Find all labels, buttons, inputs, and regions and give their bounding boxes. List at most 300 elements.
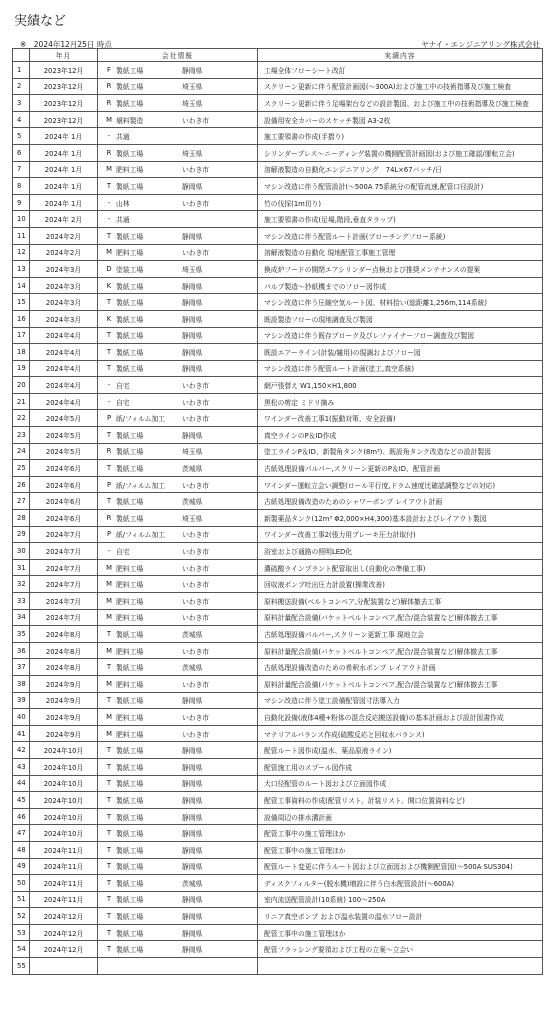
row-work-description: 換成炉フードの開閉エアシリンダー点検および推奨メンテナンスの提案 (258, 261, 543, 278)
header-date: 年月 (30, 49, 98, 62)
row-date: 2024年7月 (30, 559, 98, 576)
company-code: R (106, 513, 112, 522)
company-location: いわき市 (182, 382, 210, 391)
company-code: T (106, 629, 112, 638)
company-code: - (107, 215, 111, 224)
company-code: R (106, 447, 112, 456)
company-code: D (106, 264, 112, 273)
table-row (13, 377, 543, 394)
row-work-description: 真空ラインのP＆ID作成 (258, 427, 543, 444)
company-code: M (106, 115, 112, 124)
company-location: 静岡県 (182, 830, 203, 839)
row-date: 2024年11月 (30, 891, 98, 908)
row-company (98, 808, 258, 825)
table-row (13, 310, 543, 327)
row-work-description: 古紙処理設備パルパー,スクリーン更新工事 現地立会 (258, 626, 543, 643)
table-row (13, 875, 543, 892)
company-location: 茨城県 (182, 465, 203, 474)
row-work-description: シリンダープレス～ニーディング装置の機側配管計画図(および施工確認/運転立会) (258, 144, 543, 161)
company-location: 静岡県 (182, 863, 203, 872)
row-work-description: 濃硫酸ラインプラント配管取出し(自動化の準備工事) (258, 559, 543, 576)
header-no (13, 49, 30, 62)
row-work-description: 配管フラッシング要領および工程の立案～立会い (258, 941, 543, 958)
company-location: 静岡県 (182, 282, 203, 291)
row-company (98, 410, 258, 427)
company-code: T (106, 762, 112, 771)
row-company (98, 642, 258, 659)
row-date: 2023年12月 (30, 78, 98, 95)
company-code: K (106, 314, 112, 323)
company-code: T (106, 945, 112, 954)
company-type: 製紙工場 (116, 299, 144, 308)
company-code: T (106, 795, 112, 804)
company-code: M (106, 613, 112, 622)
table-row (13, 858, 543, 875)
row-company (98, 95, 258, 112)
row-number: 49 (13, 858, 30, 875)
row-number: 37 (13, 659, 30, 676)
row-date: 2024年4月 (30, 327, 98, 344)
row-number: 51 (13, 891, 30, 908)
row-number: 28 (13, 510, 30, 527)
row-number: 24 (13, 443, 30, 460)
company-type: 製紙工場 (116, 99, 144, 108)
row-date (30, 958, 98, 975)
row-number: 20 (13, 377, 30, 394)
row-date: 2024年5月 (30, 410, 98, 427)
company-type: 製紙工場 (116, 664, 144, 673)
row-number: 21 (13, 393, 30, 410)
company-location: 静岡県 (182, 66, 203, 75)
company-type: 製紙工場 (116, 83, 144, 92)
company-location: いわき市 (182, 415, 210, 424)
row-work-description: 黒松の剪定 ミドリ摘み (258, 393, 543, 410)
row-number: 7 (13, 161, 30, 178)
row-company (98, 775, 258, 792)
row-work-description (258, 958, 543, 975)
company-type: 製紙工場 (116, 896, 144, 905)
row-number: 4 (13, 111, 30, 128)
row-date: 2023年12月 (30, 111, 98, 128)
row-company (98, 493, 258, 510)
row-date: 2024年10月 (30, 792, 98, 809)
company-type: 製紙工場 (116, 448, 144, 457)
table-row (13, 410, 543, 427)
company-location: いわき市 (182, 647, 210, 656)
row-date: 2024年10月 (30, 825, 98, 842)
row-company (98, 427, 258, 444)
row-date: 2024年2月 (30, 244, 98, 261)
company-location: 埼玉県 (182, 514, 203, 523)
row-date: 2024年3月 (30, 294, 98, 311)
row-date: 2023年12月 (30, 95, 98, 112)
company-type: 自宅 (116, 382, 130, 391)
table-header-row (13, 49, 543, 62)
row-company (98, 924, 258, 941)
company-code: T (106, 812, 112, 821)
table-row (13, 808, 543, 825)
row-number: 23 (13, 427, 30, 444)
table-row (13, 891, 543, 908)
company-code: T (106, 181, 112, 190)
company-type: 紙/フィルム加工 (116, 415, 166, 424)
row-work-description: マテリアルバランス作成(硫酸反応と回収水バランス) (258, 725, 543, 742)
company-code: - (107, 132, 111, 141)
company-location: 静岡県 (182, 697, 203, 706)
company-type: 肥料工場 (116, 564, 144, 573)
company-location: 静岡県 (182, 431, 203, 440)
row-work-description: 回収液ポンプ吐出圧力計設置(操業改善) (258, 576, 543, 593)
row-number: 13 (13, 261, 30, 278)
row-date: 2024年 1月 (30, 178, 98, 195)
company-type: 塡料製造 (116, 116, 144, 125)
row-work-description: 配管ルート図作成(温水、薬品原液ライン) (258, 742, 543, 759)
company-code: F (107, 65, 111, 74)
company-code: T (106, 829, 112, 838)
row-number: 31 (13, 559, 30, 576)
row-date: 2024年9月 (30, 725, 98, 742)
row-date: 2023年12月 (30, 62, 98, 79)
row-work-description: 配管工事中の施工管理ほか (258, 825, 543, 842)
table-row (13, 642, 543, 659)
row-date: 2024年8月 (30, 642, 98, 659)
company-location: 静岡県 (182, 896, 203, 905)
company-type: 肥料工場 (116, 647, 144, 656)
row-date: 2024年 1月 (30, 194, 98, 211)
row-date: 2024年3月 (30, 261, 98, 278)
row-number: 25 (13, 460, 30, 477)
row-work-description: マシン改造に伴う塗工設備配管図寸法導入力 (258, 692, 543, 709)
row-number: 17 (13, 327, 30, 344)
company-location: 静岡県 (182, 813, 203, 822)
row-number: 36 (13, 642, 30, 659)
table-row (13, 460, 543, 477)
company-location: 静岡県 (182, 763, 203, 772)
row-number: 54 (13, 941, 30, 958)
table-body (13, 62, 543, 975)
row-work-description: リニア真空ポンプ および温水装置の温水フロー設計 (258, 908, 543, 925)
company-type: 肥料工場 (116, 680, 144, 689)
row-company (98, 128, 258, 145)
row-company (98, 659, 258, 676)
row-company (98, 626, 258, 643)
row-number: 30 (13, 543, 30, 560)
row-work-description: 室内流送配管設計(10系統) 100～250A (258, 891, 543, 908)
row-work-description: 溶解液製造の自動化 現地配管工事施工管理 (258, 244, 543, 261)
company-location: 静岡県 (182, 332, 203, 341)
company-code: P (106, 414, 112, 423)
company-location: 茨城県 (182, 879, 203, 888)
table-row (13, 510, 543, 527)
row-work-description: 配管施工用のスプール図作成 (258, 758, 543, 775)
row-number: 10 (13, 211, 30, 228)
row-date: 2024年10月 (30, 808, 98, 825)
company-location: いわき市 (182, 199, 210, 208)
company-location: 静岡県 (182, 946, 203, 955)
table-row (13, 725, 543, 742)
company-location: 埼玉県 (182, 448, 203, 457)
header-work: 実績内容 (258, 49, 543, 62)
table-row (13, 675, 543, 692)
row-work-description: マシン改造に伴う圧縮空気ルート図、材料拾い(総距離1,256m,114系統) (258, 294, 543, 311)
row-number: 45 (13, 792, 30, 809)
company-name: ヤナイ・エンジニアリング株式会社 (421, 40, 540, 49)
row-company (98, 277, 258, 294)
row-date: 2024年3月 (30, 277, 98, 294)
row-work-description: マシン改造に伴う配管ルート計画(塗工,真空系統) (258, 360, 543, 377)
company-type: 製紙工場 (116, 763, 144, 772)
company-code: R (106, 148, 112, 157)
as-of-date-note: ※ 2024年12月25日 時点 (20, 40, 112, 49)
row-work-description: マシン改造に伴う既存ブローク及びレファイナーフロー調査及び製図 (258, 327, 543, 344)
company-location: 静岡県 (182, 929, 203, 938)
row-date: 2024年4月 (30, 377, 98, 394)
table-row (13, 543, 543, 560)
row-company (98, 709, 258, 726)
row-work-description: 新製薬品タンク(12m³ Φ2,000×H4,300)基本設計およびレイアウト製図 (258, 510, 543, 527)
table-row (13, 792, 543, 809)
company-code: T (106, 779, 112, 788)
table-row (13, 144, 543, 161)
row-date: 2024年5月 (30, 427, 98, 444)
company-location: 埼玉県 (182, 265, 203, 274)
company-code: T (106, 347, 112, 356)
row-number: 35 (13, 626, 30, 643)
company-location: いわき市 (182, 249, 210, 258)
row-company (98, 825, 258, 842)
company-location: 静岡県 (182, 780, 203, 789)
table-row (13, 62, 543, 79)
company-type: 製紙工場 (116, 282, 144, 291)
row-work-description: 設備周辺の排水溝計画 (258, 808, 543, 825)
row-date: 2024年7月 (30, 576, 98, 593)
row-work-description: 既設エアーライン(計装/雑用)の現調およびフロー図 (258, 344, 543, 361)
company-location: いわき市 (182, 581, 210, 590)
row-company (98, 261, 258, 278)
table-row (13, 609, 543, 626)
company-location: いわき市 (182, 116, 210, 125)
row-date: 2024年2月 (30, 227, 98, 244)
company-type: 共通 (116, 133, 130, 142)
row-company (98, 327, 258, 344)
company-code: T (106, 895, 112, 904)
company-code: T (106, 912, 112, 921)
company-location: 静岡県 (182, 796, 203, 805)
company-location: 静岡県 (182, 299, 203, 308)
row-date: 2024年9月 (30, 709, 98, 726)
table-row (13, 227, 543, 244)
table-row (13, 924, 543, 941)
row-work-description: マシン改造に伴う配管設計(～500A 75系統分の配管流速,配管口径設計) (258, 178, 543, 195)
row-company (98, 958, 258, 975)
row-company (98, 443, 258, 460)
row-company (98, 144, 258, 161)
company-type: 製紙工場 (116, 66, 144, 75)
row-company (98, 344, 258, 361)
company-type: 製紙工場 (116, 232, 144, 241)
company-location: いわき市 (182, 713, 210, 722)
row-date: 2024年8月 (30, 626, 98, 643)
row-date: 2024年12月 (30, 924, 98, 941)
row-company (98, 725, 258, 742)
company-code: R (106, 98, 112, 107)
row-company (98, 476, 258, 493)
company-type: 製紙工場 (116, 630, 144, 639)
company-type: 製紙工場 (116, 348, 144, 357)
company-code: M (106, 563, 112, 572)
company-code: T (106, 464, 112, 473)
row-number: 1 (13, 62, 30, 79)
company-location: いわき市 (182, 166, 210, 175)
row-number: 29 (13, 526, 30, 543)
row-company (98, 62, 258, 79)
company-location: いわき市 (182, 531, 210, 540)
company-code: M (106, 646, 112, 655)
company-type: 製紙工場 (116, 780, 144, 789)
table-row (13, 261, 543, 278)
row-date: 2024年8月 (30, 659, 98, 676)
row-date: 2024年4月 (30, 360, 98, 377)
row-company (98, 742, 258, 759)
row-company (98, 858, 258, 875)
company-location: いわき市 (182, 614, 210, 623)
company-type: 自宅 (116, 398, 130, 407)
row-number: 6 (13, 144, 30, 161)
company-location: 埼玉県 (182, 99, 203, 108)
row-work-description: 工場全体フローシート改訂 (258, 62, 543, 79)
row-work-description: 古紙処理設備パルパー,スクリーン更新のP＆ID、配管計画 (258, 460, 543, 477)
table-row (13, 526, 543, 543)
company-code: P (106, 480, 112, 489)
table-row (13, 194, 543, 211)
row-number: 50 (13, 875, 30, 892)
row-work-description: 既設製造フローの現地調査及び製図 (258, 310, 543, 327)
row-company (98, 161, 258, 178)
table-row (13, 775, 543, 792)
table-row (13, 277, 543, 294)
company-location: いわき市 (182, 548, 210, 557)
row-number: 5 (13, 128, 30, 145)
company-type: 肥料工場 (116, 713, 144, 722)
row-number: 3 (13, 95, 30, 112)
company-code: M (106, 729, 112, 738)
row-date: 2024年7月 (30, 526, 98, 543)
company-type: 製紙工場 (116, 929, 144, 938)
company-type: 製紙工場 (116, 697, 144, 706)
row-work-description: マシン改造に伴う配管ルート計画(ブローチングフロー系統) (258, 227, 543, 244)
row-company (98, 211, 258, 228)
row-work-description: 塗工ラインP＆ID、新製角タンク(8m³)、既設角タンク改造などの設計製図 (258, 443, 543, 460)
company-code: T (106, 928, 112, 937)
row-date: 2024年 1月 (30, 144, 98, 161)
company-type: 製紙工場 (116, 498, 144, 507)
row-company (98, 194, 258, 211)
row-number: 22 (13, 410, 30, 427)
row-work-description: 自動化設備(液体4種+粉体の混合反応搬送設備)の基本計画および設計図書作成 (258, 709, 543, 726)
row-work-description: 古紙処理設備改造のためのシャワーポンプ レイアウト計画 (258, 493, 543, 510)
row-date: 2024年6月 (30, 493, 98, 510)
row-work-description: 配管ルート変更に伴うルート図および立面図および機側配管図(～500A SUS304) (258, 858, 543, 875)
row-work-description: 設備用安全カバーのスケッチ製図 A3-2枚 (258, 111, 543, 128)
company-type: 山林 (116, 199, 130, 208)
row-company (98, 78, 258, 95)
company-type: 製紙工場 (116, 332, 144, 341)
row-number: 55 (13, 958, 30, 975)
table-row (13, 244, 543, 261)
row-date: 2024年6月 (30, 510, 98, 527)
company-type: 製紙工場 (116, 879, 144, 888)
row-work-description: ワインダー運転立会い調整(ロール平行度,ドラム速度比確認調整などの対応) (258, 476, 543, 493)
table-row (13, 111, 543, 128)
row-company (98, 227, 258, 244)
company-code: T (106, 231, 112, 240)
company-code: T (106, 430, 112, 439)
company-code: M (106, 165, 112, 174)
table-row (13, 758, 543, 775)
row-date: 2024年7月 (30, 543, 98, 560)
achievements-table (12, 48, 543, 975)
company-type: 製紙工場 (116, 796, 144, 805)
company-type: 製紙工場 (116, 365, 144, 374)
company-type: 肥料工場 (116, 581, 144, 590)
company-code: M (106, 679, 112, 688)
table-row (13, 626, 543, 643)
company-code: - (107, 198, 111, 207)
company-type: 製紙工場 (116, 431, 144, 440)
row-company (98, 393, 258, 410)
row-date: 2024年 2月 (30, 211, 98, 228)
company-type: 肥料工場 (116, 249, 144, 258)
row-company (98, 310, 258, 327)
company-location: 埼玉県 (182, 149, 203, 158)
table-row (13, 576, 543, 593)
table-row (13, 128, 543, 145)
row-company (98, 178, 258, 195)
company-type: 肥料工場 (116, 614, 144, 623)
row-company (98, 460, 258, 477)
company-type: 製紙工場 (116, 747, 144, 756)
row-number: 9 (13, 194, 30, 211)
company-code: M (106, 248, 112, 257)
row-company (98, 841, 258, 858)
company-location: 茨城県 (182, 498, 203, 507)
row-company (98, 908, 258, 925)
company-type: 製紙工場 (116, 813, 144, 822)
company-code: T (106, 497, 112, 506)
row-date: 2024年 1月 (30, 161, 98, 178)
company-code: T (106, 663, 112, 672)
company-type: 肥料工場 (116, 730, 144, 739)
row-work-description: 浴室および通路の照明LED化 (258, 543, 543, 560)
row-date: 2024年12月 (30, 908, 98, 925)
row-number: 12 (13, 244, 30, 261)
row-number: 46 (13, 808, 30, 825)
table-row (13, 559, 543, 576)
company-type: 紙/フィルム加工 (116, 531, 166, 540)
company-type: 共通 (116, 216, 130, 225)
row-number: 11 (13, 227, 30, 244)
table-row (13, 427, 543, 444)
company-type: 製紙工場 (116, 830, 144, 839)
row-work-description: 施工要領書の作成(手摺り) (258, 128, 543, 145)
row-work-description: ワインダー改善工事2(張力用ブレーキ圧力計取付) (258, 526, 543, 543)
row-work-description: 溶解液製造の自動化エンジニアリング 74L×67バッチ/日 (258, 161, 543, 178)
row-number: 26 (13, 476, 30, 493)
table-row (13, 659, 543, 676)
company-location: 埼玉県 (182, 83, 203, 92)
company-location: いわき市 (182, 564, 210, 573)
company-code: M (106, 580, 112, 589)
